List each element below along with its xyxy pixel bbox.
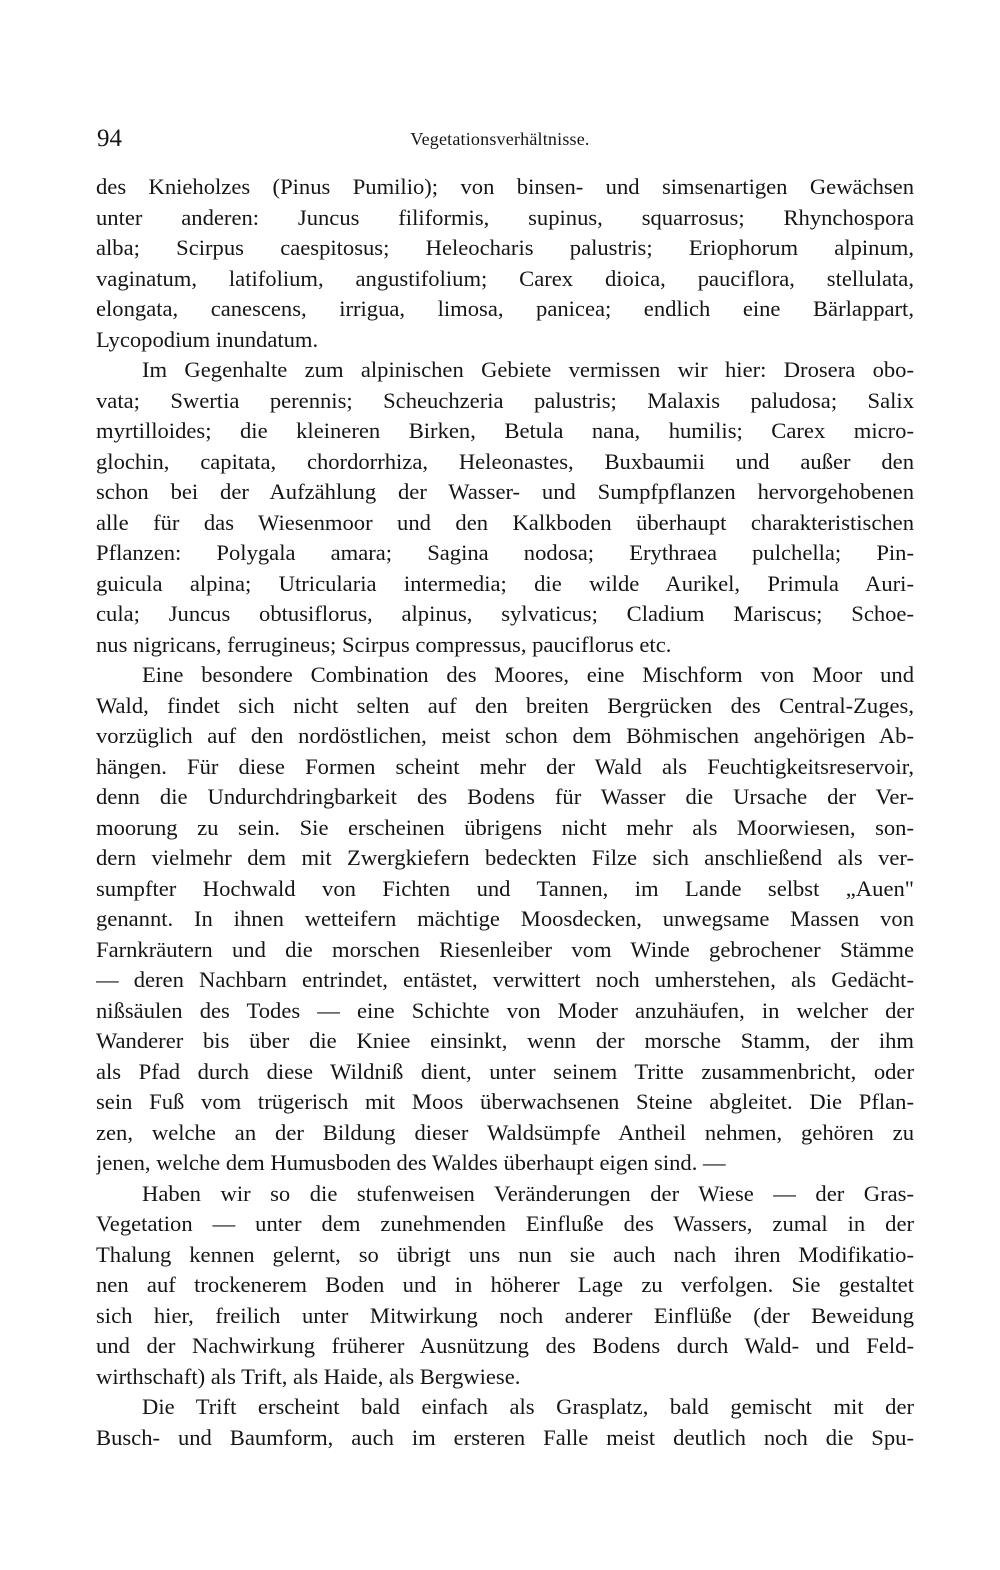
text-line: vorzüglich auf den nordöstlichen, meist schon dem Böhmischen angehörigen Ab- (96, 723, 914, 748)
text-line: Pflanzen: Polygala amara; Sagina nodosa; Erythraea pulchella; Pin- (96, 540, 914, 565)
running-title: Vegetationsverhältnisse. (410, 129, 590, 149)
text-line: Vegetation — unter dem zunehmenden Einfluße des Wassers, zumal in der (96, 1211, 914, 1236)
text-line: moorung zu sein. Sie erscheinen übrigens nicht mehr als Moorwiesen, son- (96, 814, 914, 840)
text-line: schon bei der Aufzählung der Wasser- und Sumpfpflanzen hervorgehobenen (96, 479, 914, 504)
text-line: Farnkräutern und die morschen Riesenleiber vom Winde gebrochener Stämme (96, 936, 914, 962)
text-line: denn die Undurchdringbarkeit des Bodens für Wasser die Ursache der Ver- (96, 784, 914, 809)
body-text (96, 172, 914, 1453)
text-line: genannt. In ihnen wetteifern mächtige Moosdecken, unwegsame Massen von (96, 906, 914, 931)
text-line: alle für das Wiesenmoor und den Kalkboden überhaupt charakteristischen (96, 509, 914, 535)
page-number: 94 (97, 125, 122, 152)
page-header (97, 121, 903, 157)
text-line: Im Gegenhalte zum alpinischen Gebiete vermissen wir hier: Drosera obo- (142, 357, 914, 382)
text-line: jenen, welche dem Humusboden des Waldes überhaupt eigen sind. — (96, 1150, 726, 1175)
text-line: vata; Swertia perennis; Scheuchzeria palustris; Malaxis paludosa; Salix (96, 387, 914, 413)
text-line: und der Nachwirkung früherer Ausnützung des Bodens durch Wald- und Feld- (96, 1333, 914, 1358)
text-line: nen auf trockenerem Boden und in höherer Lage zu verfolgen. Sie gestaltet (96, 1272, 914, 1297)
text-line: unter anderen: Juncus filiformis, supinus, squarrosus; Rhynchospora (96, 204, 914, 230)
text-line: wirthschaft) als Trift, als Haide, als Bergwiese. (96, 1363, 521, 1389)
text-line: des Knieholzes (Pinus Pumilio); von binsen- und simsenartigen Gewächsen (96, 174, 914, 199)
text-line: elongata, canescens, irrigua, limosa, panicea; endlich eine Bärlappart, (96, 296, 914, 321)
text-line: guicula alpina; Utricularia intermedia; die wilde Aurikel, Primula Auri- (96, 570, 914, 596)
text-line: Haben wir so die stufenweisen Veränderungen der Wiese — der Gras- (142, 1180, 914, 1206)
text-line: sich hier, freilich unter Mitwirkung noch anderer Einflüße (der Beweidung (96, 1302, 914, 1328)
text-line: nus nigricans, ferrugineus; Scirpus compressus, pauciflorus etc. (96, 631, 672, 657)
text-line: dern vielmehr dem mit Zwergkiefern bedeckten Filze sich anschließend als ver- (96, 845, 914, 870)
text-line: nißsäulen des Todes — eine Schichte von Moder anzuhäufen, in welcher der (96, 997, 914, 1023)
text-line: — deren Nachbarn entrindet, entästet, verwittert noch umherstehen, als Gedächt- (96, 967, 914, 992)
text-line: als Pfad durch diese Wildniß dient, unter seinem Tritte zusammenbricht, oder (96, 1058, 914, 1084)
text-line: zen, welche an der Bildung dieser Waldsümpfe Antheil nehmen, gehören zu (96, 1119, 914, 1145)
text-line: Busch- und Baumform, auch im ersteren Falle meist deutlich noch die Spu- (96, 1424, 914, 1450)
text-line: Thalung kennen gelernt, so übrigt uns nun sie auch nach ihren Modifikatio- (96, 1241, 914, 1267)
text-line: sumpfter Hochwald von Fichten und Tannen, im Lande selbst „Auen" (96, 875, 914, 901)
text-line: Wanderer bis über die Kniee einsinkt, wenn der morsche Stamm, der ihm (96, 1028, 914, 1053)
text-line: Die Trift erscheint bald einfach als Grasplatz, bald gemischt mit der (142, 1394, 914, 1419)
text-line: glochin, capitata, chordorrhiza, Heleonastes, Buxbaumii und außer den (96, 448, 914, 474)
text-line: Lycopodium inundatum. (96, 326, 319, 352)
text-line: sein Fuß vom trügerisch mit Moos überwachsenen Steine abgleitet. Die Pflan- (96, 1089, 914, 1114)
text-line: vaginatum, latifolium, angustifolium; Carex dioica, pauciflora, stellulata, (96, 265, 914, 291)
text-line: cula; Juncus obtusiflorus, alpinus, sylvaticus; Cladium Mariscus; Schoe- (96, 601, 914, 626)
text-line: alba; Scirpus caespitosus; Heleocharis palustris; Eriophorum alpinum, (96, 235, 914, 260)
text-line: hängen. Für diese Formen scheint mehr der Wald als Feuchtigkeitsreservoir, (96, 753, 914, 779)
text-line: Wald, findet sich nicht selten auf den breiten Bergrücken des Central-Zuges, (96, 692, 914, 718)
text-line: Eine besondere Combination des Moores, eine Mischform von Moor und (142, 662, 914, 687)
text-line: myrtilloides; die kleineren Birken, Betula nana, humilis; Carex micro- (96, 418, 914, 443)
